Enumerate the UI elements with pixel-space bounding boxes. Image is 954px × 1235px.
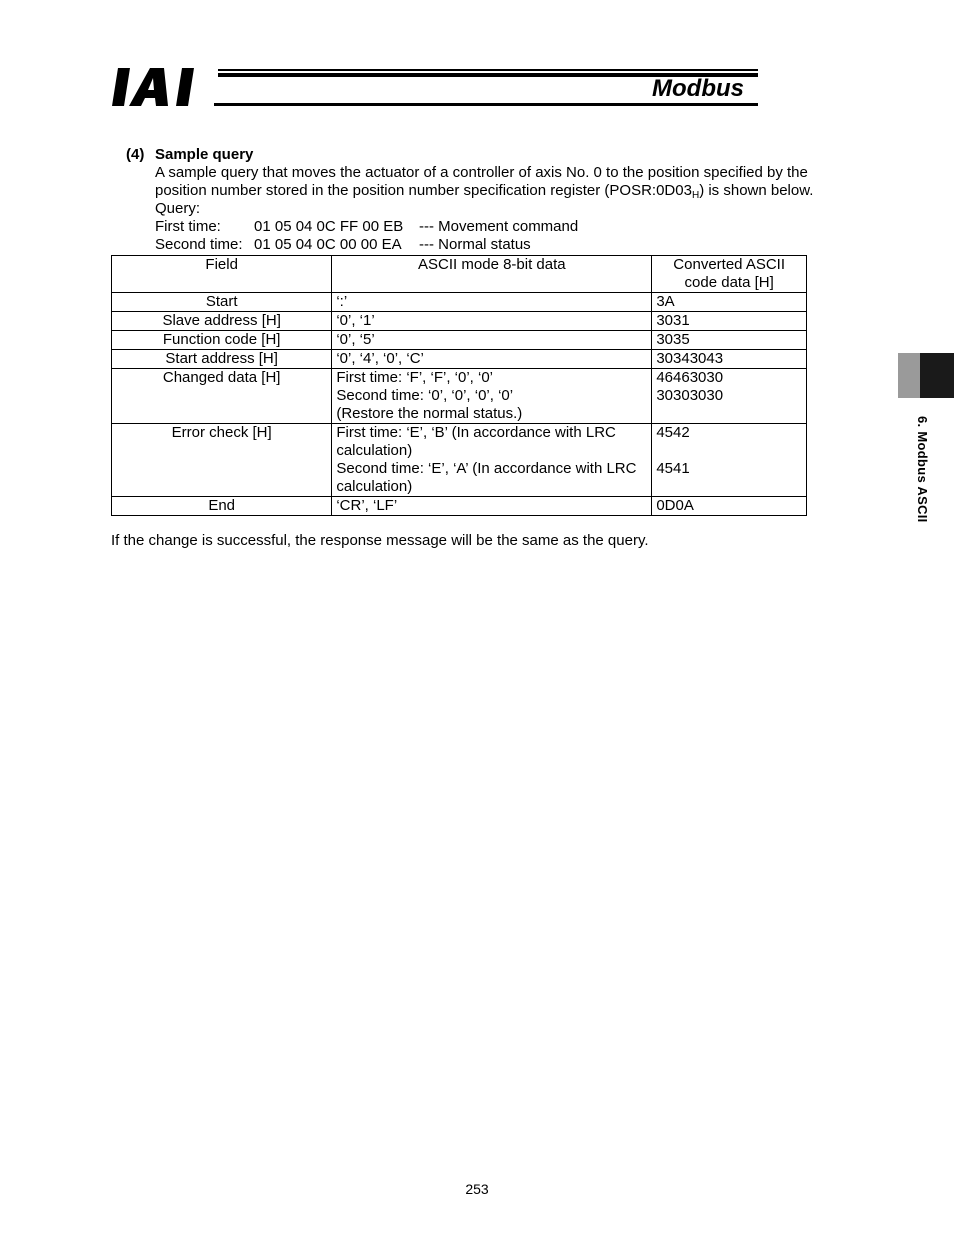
cell-converted: 30343043 [652,350,807,369]
cell-converted: 3035 [652,331,807,350]
table-row [112,424,807,497]
response-note: If the change is successful, the response message will be the same as the query. [111,532,649,549]
cell-ascii: ‘0’, ‘4’, ‘0’, ‘C’ [332,350,652,369]
cell-field: Slave address [H] [112,312,332,331]
intro-paragraph: A sample query that moves the actuator of a controller of axis No. 0 to the position specified by the position number stored in the position number specification register $(POSR:0D03_H)$ is shown below. [155,164,814,201]
iai-logo [112,66,212,108]
cell-ascii: ‘:’ [332,293,652,312]
section-body [155,164,855,254]
header-title: Modbus [652,75,744,102]
query-label: Query: [155,200,201,217]
chapter-side-label: 6. Modbus ASCII [915,416,930,523]
query-time-label: First time: [155,218,221,235]
cell-converted: 3A [652,293,807,312]
cell-field: Start [112,293,332,312]
table-row [112,331,807,350]
table-row [112,312,807,331]
cell-converted: 0D0A [652,497,807,516]
table-header-row [112,256,807,293]
cell-field: End [112,497,332,516]
query-code: 01 05 04 0C FF 00 EB [254,218,404,235]
header-rule-bottom [214,103,758,106]
table-row [112,369,807,424]
cell-ascii: First time: ‘E’, ‘B’ (In accordance with LRC calculation) Second time: ‘E’, ‘A’ (In accordance with LRC calculation) [332,424,652,497]
section-heading [126,146,253,164]
header-rule-thin [218,69,758,71]
cell-field: Changed data [H] [112,369,332,424]
cell-ascii: First time: ‘F’, ‘F’, ‘0’, ‘0’ Second time: ‘0’, ‘0’, ‘0’, ‘0’ (Restore the normal status.) [332,369,652,424]
query-line [155,218,855,236]
table-row [112,293,807,312]
query-description: --- Movement command [419,218,579,235]
table-row [112,497,807,516]
table-row [112,350,807,369]
query-description: --- Normal status [419,236,531,253]
chapter-tab-dark [920,353,954,398]
sample-query-table [111,255,807,516]
cell-ascii: ‘0’, ‘1’ [332,312,652,331]
section-title: Sample query [155,146,254,163]
query-line [155,236,855,254]
cell-field: Start address [H] [112,350,332,369]
chapter-tab-light [898,353,920,398]
cell-ascii: ‘CR’, ‘LF’ [332,497,652,516]
cell-converted: 46463030 30303030 [652,369,807,424]
cell-field: Error check [H] [112,424,332,497]
query-code: 01 05 04 0C 00 00 EA [254,236,402,253]
header-ascii: ASCII mode 8-bit data [332,256,652,293]
cell-field: Function code [H] [112,331,332,350]
header-field: Field [112,256,332,293]
page-number: 253 [465,1181,489,1197]
header-converted: Converted ASCII code data [H] [652,256,807,293]
query-time-label: Second time: [155,236,243,253]
cell-ascii: ‘0’, ‘5’ [332,331,652,350]
cell-converted: 4542 4541 [652,424,807,497]
section-number: (4) [126,146,145,163]
cell-converted: 3031 [652,312,807,331]
